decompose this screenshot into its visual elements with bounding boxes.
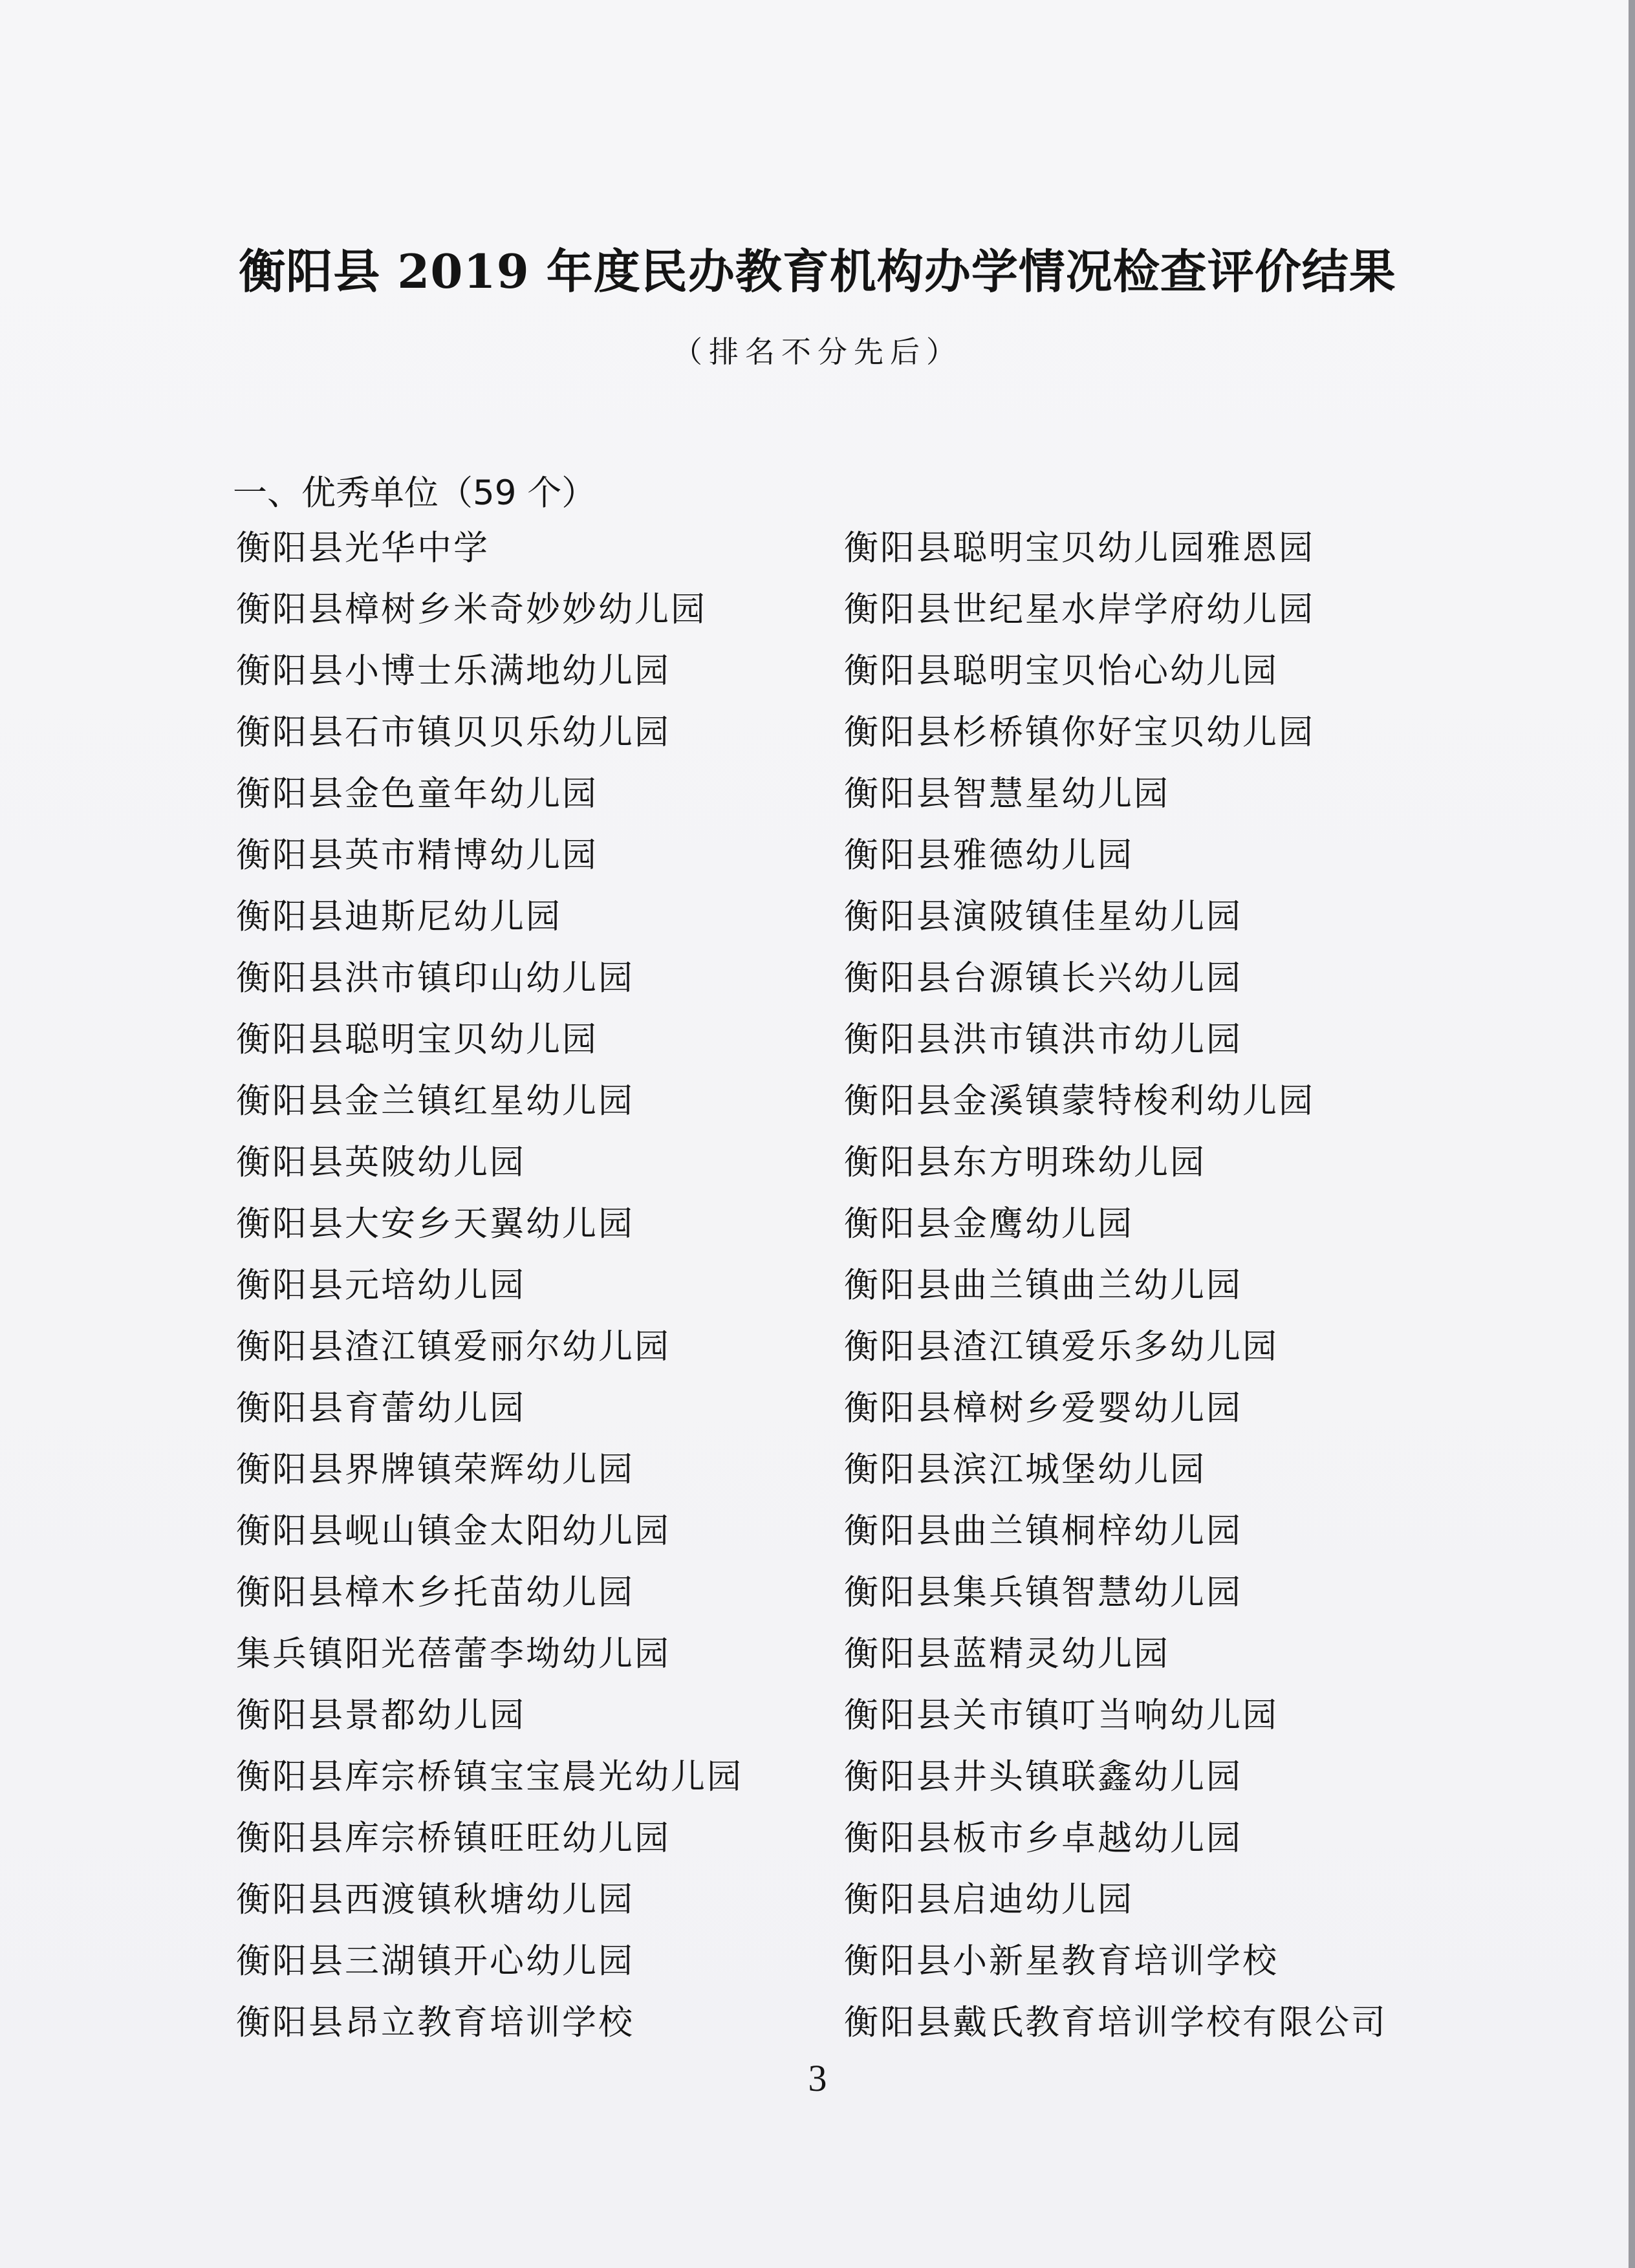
document-subtitle: （排名不分先后） [673,334,962,369]
list-item: 衡阳县井头镇联鑫幼儿园 [844,1757,1242,1797]
list-item: 衡阳县台源镇长兴幼儿园 [844,958,1242,998]
list-item: 衡阳县聪明宝贝幼儿园 [236,1020,598,1059]
list-item: 衡阳县金鹰幼儿园 [844,1204,1134,1244]
list-item: 衡阳县光华中学 [236,528,490,568]
list-item: 衡阳县三湖镇开心幼儿园 [236,1941,634,1981]
list-item: 衡阳县樟树乡米奇妙妙幼儿园 [236,590,707,629]
list-item: 衡阳县杉桥镇你好宝贝幼儿园 [844,713,1315,752]
list-item: 衡阳县库宗桥镇宝宝晨光幼儿园 [236,1757,743,1797]
list-item: 衡阳县元培幼儿园 [236,1266,526,1305]
list-item: 衡阳县聪明宝贝幼儿园雅恩园 [844,528,1315,568]
list-item: 衡阳县戴氏教育培训学校有限公司 [844,2003,1387,2042]
list-item: 衡阳县景都幼儿园 [236,1696,526,1735]
section-heading: 一、优秀单位（59 个） [233,473,596,513]
list-item: 衡阳县英市精博幼儿园 [236,836,598,875]
list-item: 衡阳县库宗桥镇旺旺幼儿园 [236,1819,671,1858]
list-item: 衡阳县樟木乡托苗幼儿园 [236,1573,634,1612]
list-item: 衡阳县金兰镇红星幼儿园 [236,1081,634,1121]
left-column-list [236,517,743,2053]
list-item: 衡阳县聪明宝贝怡心幼儿园 [844,651,1279,691]
list-item: 衡阳县雅德幼儿园 [844,836,1134,875]
list-item: 衡阳县关市镇叮当响幼儿园 [844,1696,1279,1735]
list-item: 衡阳县洪市镇印山幼儿园 [236,958,634,998]
list-item: 衡阳县启迪幼儿园 [844,1880,1134,1919]
list-item: 衡阳县蓝精灵幼儿园 [844,1634,1170,1674]
list-item: 衡阳县板市乡卓越幼儿园 [844,1819,1242,1858]
list-item: 衡阳县金溪镇蒙特梭利幼儿园 [844,1081,1315,1121]
list-item: 衡阳县智慧星幼儿园 [844,774,1170,814]
list-item: 衡阳县迪斯尼幼儿园 [236,897,562,936]
list-item: 衡阳县曲兰镇曲兰幼儿园 [844,1266,1242,1305]
list-item: 衡阳县金色童年幼儿园 [236,774,598,814]
list-item: 衡阳县英陂幼儿园 [236,1143,526,1182]
list-item: 衡阳县集兵镇智慧幼儿园 [844,1573,1242,1612]
list-item: 衡阳县演陂镇佳星幼儿园 [844,897,1242,936]
page-number: 3 [808,2057,827,2099]
document-title: 衡阳县 2019 年度民办教育机构办学情况检查评价结果 [239,244,1396,299]
list-item: 衡阳县界牌镇荣辉幼儿园 [236,1450,634,1489]
list-item: 衡阳县洪市镇洪市幼儿园 [844,1020,1242,1059]
right-column-list [844,517,1387,2053]
list-item: 衡阳县小新星教育培训学校 [844,1941,1279,1981]
list-item: 衡阳县曲兰镇桐梓幼儿园 [844,1511,1242,1551]
list-item: 衡阳县东方明珠幼儿园 [844,1143,1206,1182]
list-item: 衡阳县小博士乐满地幼儿园 [236,651,671,691]
list-item: 衡阳县世纪星水岸学府幼儿园 [844,590,1315,629]
list-item: 衡阳县大安乡天翼幼儿园 [236,1204,634,1244]
list-item: 衡阳县育蕾幼儿园 [236,1388,526,1428]
list-item: 衡阳县昂立教育培训学校 [236,2003,634,2042]
list-item: 衡阳县石市镇贝贝乐幼儿园 [236,713,671,752]
list-item: 衡阳县樟树乡爱婴幼儿园 [844,1388,1242,1428]
list-item: 衡阳县岘山镇金太阳幼儿园 [236,1511,671,1551]
list-item: 衡阳县滨江城堡幼儿园 [844,1450,1206,1489]
list-item: 衡阳县渣江镇爱丽尔幼儿园 [236,1327,671,1366]
list-item: 衡阳县渣江镇爱乐多幼儿园 [844,1327,1279,1366]
list-item: 集兵镇阳光蓓蕾李坳幼儿园 [236,1634,671,1674]
list-item: 衡阳县西渡镇秋塘幼儿园 [236,1880,634,1919]
